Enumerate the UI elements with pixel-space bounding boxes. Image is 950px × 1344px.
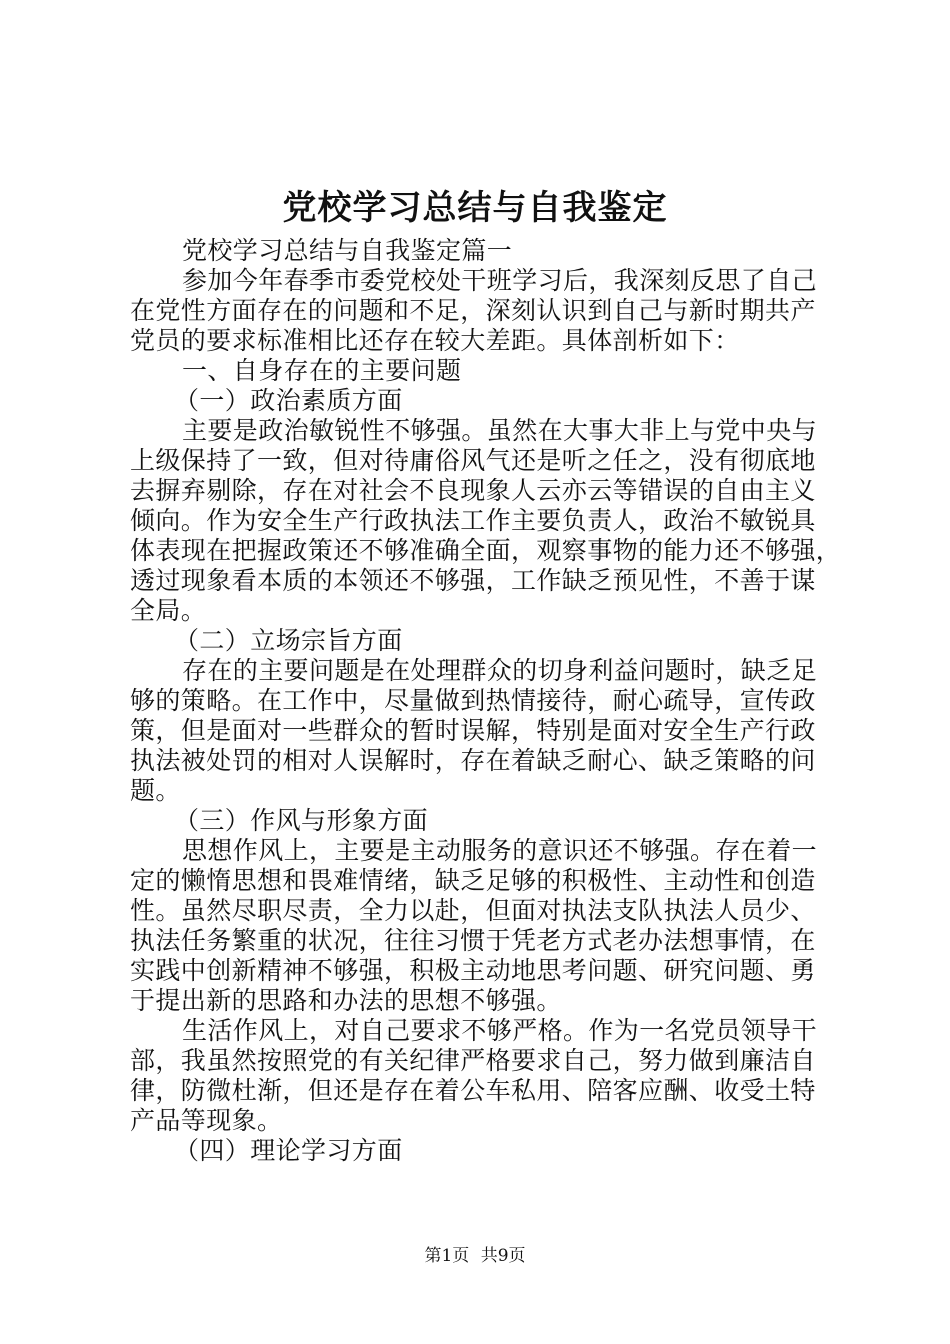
- text-line: 党校学习总结与自我鉴定篇一: [182, 236, 513, 265]
- page-number: 第1页: [424, 1246, 470, 1266]
- text-line: （一）政治素质方面: [174, 386, 403, 415]
- text-line: 于提出新的思路和办法的思想不够强。: [130, 986, 562, 1015]
- text-line: （四）理论学习方面: [174, 1136, 403, 1165]
- text-line: 透过现象看本质的本领还不够强，工作缺乏预见性，不善于谋: [130, 566, 816, 595]
- text-line: 律，防微杜渐，但还是存在着公车私用、陪客应酬、收受土特: [130, 1076, 816, 1105]
- text-line: 体表现在把握政策还不够准确全面，观察事物的能力还不够强，: [130, 536, 842, 565]
- text-line: 主要是政治敏锐性不够强。虽然在大事大非上与党中央与: [182, 416, 818, 445]
- text-line: 执法任务繁重的状况，往往习惯于凭老方式老办法想事情，在: [130, 926, 816, 955]
- page-footer: [0, 1244, 950, 1268]
- text-line: 参加今年春季市委党校处干班学习后，我深刻反思了自己: [182, 266, 818, 295]
- text-line: 生活作风上，对自己要求不够严格。作为一名党员领导干: [182, 1016, 818, 1045]
- text-line: 上级保持了一致，但对待庸俗风气还是听之任之，没有彻底地: [130, 446, 816, 475]
- document-title: 党校学习总结与自我鉴定: [282, 188, 668, 228]
- text-line: 在党性方面存在的问题和不足，深刻认识到自己与新时期共产: [130, 296, 816, 325]
- text-line: 部，我虽然按照党的有关纪律严格要求自己，努力做到廉洁自: [130, 1046, 816, 1075]
- document-body: [130, 236, 842, 1166]
- text-line: 题。: [130, 776, 181, 805]
- text-line: 全局。: [130, 596, 207, 625]
- text-line: 党员的要求标准相比还存在较大差距。具体剖析如下：: [130, 326, 740, 355]
- text-line: 执法被处罚的相对人误解时，存在着缺乏耐心、缺乏策略的问: [130, 746, 816, 775]
- text-line: 一、自身存在的主要问题: [182, 356, 462, 385]
- text-line: 产品等现象。: [130, 1106, 283, 1135]
- text-line: 够的策略。在工作中，尽量做到热情接待，耐心疏导，宣传政: [130, 686, 816, 715]
- text-line: （三）作风与形象方面: [174, 806, 429, 835]
- text-line: （二）立场宗旨方面: [174, 626, 403, 655]
- text-line: 倾向。作为安全生产行政执法工作主要负责人，政治不敏锐具: [130, 506, 816, 535]
- text-line: 性。虽然尽职尽责，全力以赴，但面对执法支队执法人员少、: [130, 896, 816, 925]
- text-line: 存在的主要问题是在处理群众的切身利益问题时，缺乏足: [182, 656, 818, 685]
- text-line: 思想作风上，主要是主动服务的意识还不够强。存在着一: [182, 836, 818, 865]
- text-line: 定的懒惰思想和畏难情绪，缺乏足够的积极性、主动性和创造: [130, 866, 816, 895]
- page-total: 共9页: [480, 1246, 526, 1266]
- text-line: 去摒弃剔除，存在对社会不良现象人云亦云等错误的自由主义: [130, 476, 816, 505]
- text-line: 实践中创新精神不够强，积极主动地思考问题、研究问题、勇: [130, 956, 816, 985]
- text-line: 策，但是面对一些群众的暂时误解，特别是面对安全生产行政: [130, 716, 816, 745]
